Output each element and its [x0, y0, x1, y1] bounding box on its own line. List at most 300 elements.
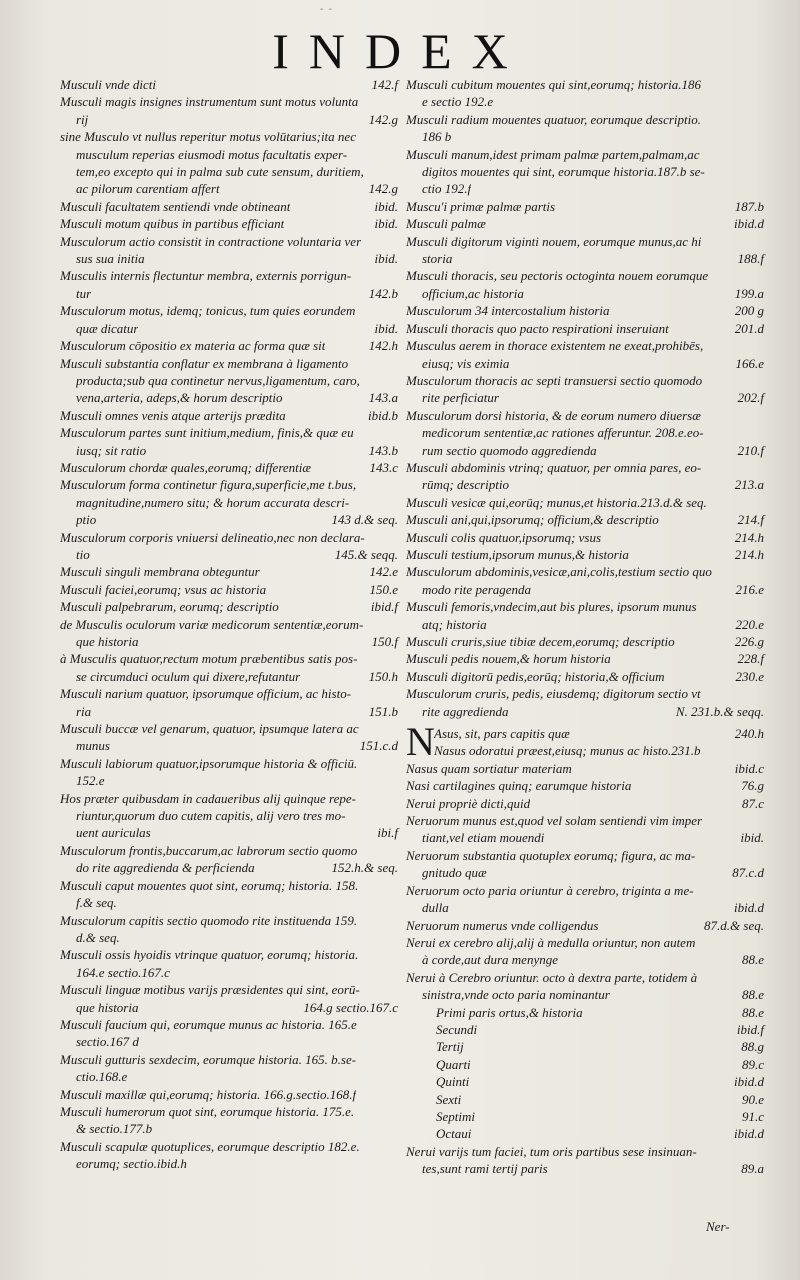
index-line [60, 407, 398, 424]
entry-text: storia [422, 251, 453, 267]
index-entry [406, 546, 764, 563]
index-line [60, 946, 398, 963]
entry-text: se circumduci oculum qui dixere,refutantur [76, 668, 301, 684]
index-line [60, 1033, 398, 1050]
entry-text: Musculorum actio consistit in contractione voluntaria ver [60, 233, 362, 249]
index-entry [406, 111, 764, 146]
entry-text: Musculi maxillæ qui,eorumq; historia. 166.g.sectio.168.f [60, 1086, 357, 1102]
index-entry [406, 760, 764, 777]
index-entry [406, 1143, 764, 1178]
entry-text: eorumq; sectio.ibid.h [76, 1156, 187, 1172]
index-entry [60, 981, 398, 1016]
index-line [60, 807, 398, 824]
index-line [60, 1016, 398, 1033]
index-line [60, 790, 398, 807]
index-line [406, 1091, 764, 1108]
page-reference: 213.a [734, 477, 764, 493]
page-reference: ibi.f [377, 825, 398, 841]
page-reference: 143 d.& seq. [331, 512, 398, 528]
page-reference: 87.d.& seq. [704, 917, 764, 933]
index-entry [60, 128, 398, 198]
index-entry [406, 76, 764, 111]
entry-text: Musculis internis flectuntur membra, externis porrigun- [60, 268, 352, 284]
page-reference: ibid.d [734, 900, 764, 916]
entry-text: riuntur,quorum duo cutem capitis, alij vero tres mo- [76, 808, 346, 824]
index-entry [406, 459, 764, 494]
index-line [406, 951, 764, 968]
entry-text: Musculi vnde dicti [60, 77, 157, 92]
index-entry [60, 912, 398, 947]
page-reference: 142.b [368, 285, 398, 301]
index-entry [60, 877, 398, 912]
index-line [60, 198, 398, 215]
entry-text: Nasus odoratui præest,eiusq; munus ac histo.231.b [434, 743, 701, 759]
index-line [406, 215, 764, 232]
index-line [406, 494, 764, 511]
index-line [60, 146, 398, 163]
index-line [406, 302, 764, 319]
index-line [406, 969, 764, 986]
index-line [406, 581, 764, 598]
index-entry [60, 337, 398, 354]
entry-text: ac pilorum carentiam affert [76, 181, 220, 197]
index-line [406, 899, 764, 916]
entry-text: ctio.168.e [76, 1069, 128, 1085]
index-entry [60, 267, 398, 302]
index-entry [406, 267, 764, 302]
index-line [60, 912, 398, 929]
index-line [406, 529, 764, 546]
index-line [60, 1086, 398, 1103]
entry-text: Musculorum cruris, pedis, eiusdemq; digitorum sectio vt [406, 686, 701, 702]
index-entry [406, 1004, 764, 1021]
page-reference: 202.f [737, 390, 764, 406]
entry-text: Musculorum chordæ quales,eorumq; differentiæ [60, 459, 312, 475]
index-line [406, 285, 764, 302]
index-entry [406, 650, 764, 667]
index-line [60, 215, 398, 232]
page-reference: 91.c [741, 1108, 764, 1124]
page-reference: ibid.d [734, 1126, 764, 1142]
index-entry [406, 795, 764, 812]
entry-text: Musculorum forma continetur figura,superficie,me t.bus, [60, 477, 357, 493]
page-reference: 150.e [369, 581, 398, 597]
index-line [406, 1125, 764, 1142]
entry-text: Musculorum motus, idemq; tonicus, tum quies eorundem [60, 303, 356, 319]
index-line [406, 616, 764, 633]
index-line [406, 598, 764, 615]
entry-text: Musculorum cōpositio ex materia ac forma quæ sit [60, 338, 326, 354]
page-reference: 143.b [368, 442, 398, 458]
entry-text: Musculi ossis hyoidis vtrinque quatuor, eorumq; historia. [60, 947, 359, 963]
index-line [406, 1038, 764, 1055]
page-reference: ibid. [374, 216, 398, 232]
entry-text: sine Musculo vt nullus reperitur motus volūtarius;ita nec [60, 129, 356, 145]
index-entry [406, 882, 764, 917]
index-line [406, 777, 764, 794]
index-line [406, 233, 764, 250]
entry-text: à Musculis quatuor,rectum motum præbentibus satis pos- [60, 651, 358, 667]
entry-text: à corde,aut dura menynge [422, 952, 558, 968]
page-reference: 76.g [741, 778, 764, 794]
entry-text: tur [76, 285, 92, 301]
index-line [60, 737, 398, 754]
index-line [406, 986, 764, 1003]
index-entry [60, 1016, 398, 1051]
entry-text: Tertij [436, 1039, 464, 1055]
index-line [406, 546, 764, 563]
index-line [60, 1051, 398, 1068]
entry-text: rite aggredienda [422, 703, 509, 719]
entry-text: eiusq; vis eximia [422, 355, 510, 371]
page-reference: ibid. [374, 251, 398, 267]
index-line [406, 1143, 764, 1160]
entry-text: Musculi radium mouentes quatuor, eorumque descriptio. [406, 111, 702, 127]
page-reference: 90.e [741, 1091, 764, 1107]
page-reference: 214.f [737, 512, 764, 528]
entry-text: digitos mouentes qui sint, eorumque historia.187.b se- [422, 164, 705, 180]
index-entry [60, 598, 398, 615]
index-entry [406, 668, 764, 685]
index-entry [406, 233, 764, 268]
entry-text: que historia [76, 999, 139, 1015]
index-line [406, 864, 764, 881]
entry-text: Musculi digitorū pedis,eorūq; historia,& officium [406, 668, 665, 684]
entry-text: Secundi [436, 1021, 478, 1037]
index-line [60, 1138, 398, 1155]
entry-text: rum sectio quomodo aggredienda [422, 442, 597, 458]
entry-text: ctio 192.f [422, 181, 472, 197]
index-entry [406, 969, 764, 1004]
entry-text: Musculi thoracis quo pacto respirationi inseruiant [406, 320, 669, 336]
index-line [406, 760, 764, 777]
index-entry [406, 337, 764, 372]
entry-text: Musculi buccæ vel genarum, quatuor, ipsumque latera ac [60, 721, 359, 737]
index-line [60, 459, 398, 476]
entry-text: Sexti [436, 1091, 462, 1107]
entry-text: dulla [422, 900, 449, 916]
index-entry [60, 355, 398, 407]
index-line [60, 842, 398, 859]
page-reference: 89.c [741, 1056, 764, 1072]
index-line [60, 302, 398, 319]
index-line [60, 772, 398, 789]
page-reference: ibid.b [368, 407, 398, 423]
page-reference: 142.g [368, 181, 398, 197]
entry-text: Musculi ani,qui,ipsorumq; officium,& descriptio [406, 512, 659, 528]
index-line [406, 1108, 764, 1125]
index-line [406, 1160, 764, 1177]
entry-text: Septimi [436, 1108, 475, 1124]
index-line [406, 267, 764, 284]
index-line [406, 703, 764, 720]
entry-text: Musculi cruris,siue tibiæ decem,eorumq; descriptio [406, 634, 675, 649]
index-line [406, 1021, 764, 1038]
index-entry [406, 320, 764, 337]
index-entry [406, 1125, 764, 1142]
entry-text: f.& seq. [76, 895, 117, 911]
entry-text: Musculorum frontis,buccarum,ac labrorum sectio quomo [60, 842, 358, 858]
page-reference: ibid. [374, 320, 398, 336]
entry-text: sus sua initia [76, 251, 145, 267]
entry-text: officium,ac historia [422, 285, 524, 301]
index-entry [60, 198, 398, 215]
page-reference: 230.e [735, 668, 764, 684]
page-reference: 226.g [734, 634, 764, 649]
entry-text: tem,eo excepto qui in palma sub cute sensum, duritiem, [76, 164, 364, 180]
entry-text: Neruorum octo paria oriuntur à cerebro, triginta a me- [406, 882, 694, 898]
index-line [406, 633, 764, 650]
page-reference: 187.b [734, 198, 764, 214]
entry-text: Musculi faciei,eorumq; vsus ac historia [60, 581, 267, 597]
index-entry [406, 812, 764, 847]
index-line [60, 76, 398, 93]
entry-text: Musculi motum quibus in partibus efficiant [60, 216, 285, 232]
page-reference: 164.g sectio.167.c [303, 999, 398, 1015]
entry-text: Musculi substantia conflatur ex membrana à ligamento [60, 355, 349, 371]
index-entry [60, 1103, 398, 1138]
index-entry [60, 720, 398, 755]
entry-text: quæ dicatur [76, 320, 139, 336]
index-line [60, 685, 398, 702]
page-reference: ibid.c [734, 760, 764, 776]
index-line [60, 511, 398, 528]
index-entry [60, 755, 398, 790]
index-line [60, 267, 398, 284]
index-line [60, 93, 398, 110]
page-reference: 201.d [734, 320, 764, 336]
entry-text: Asus, sit, pars capitis quæ [434, 726, 570, 742]
page-reference: 87.c [741, 795, 764, 811]
page-reference: 150.h [368, 668, 398, 684]
index-line [406, 829, 764, 846]
page-reference: 151.b [368, 703, 398, 719]
index-entry [406, 1021, 764, 1038]
page-reference: 89.a [741, 1161, 764, 1177]
page-reference: 143.c [369, 459, 398, 475]
index-line [406, 76, 764, 93]
entry-text: munus [76, 738, 110, 754]
entry-text: Musculi digitorum viginti nouem, eorumque munus,ac hi [406, 233, 702, 249]
entry-text: atq; historia [422, 616, 487, 632]
entry-text: 152.e [76, 773, 105, 789]
index-line [60, 128, 398, 145]
index-entry [406, 1073, 764, 1090]
entry-text: Musculi singuli membrana obteguntur [60, 564, 260, 580]
page-reference: 142.h [368, 338, 398, 354]
entry-text: Nasus quam sortiatur materiam [406, 760, 572, 776]
page-reference: 145.& seqq. [334, 546, 398, 562]
index-line [406, 163, 764, 180]
entry-text: & sectio.177.b [76, 1121, 153, 1137]
index-line [60, 755, 398, 772]
index-line [406, 146, 764, 163]
entry-text: Musculi narium quatuor, ipsorumque officium, ac histo- [60, 686, 352, 702]
index-entry [406, 934, 764, 969]
page-reference: 142.f [371, 77, 398, 92]
index-line [406, 917, 764, 934]
index-line [60, 650, 398, 667]
entry-text: Quarti [436, 1056, 471, 1072]
entry-text: producta;sub qua continetur nervus,ligamentum, caro, [76, 372, 360, 388]
entry-text: uent auriculas [76, 825, 151, 841]
index-line [406, 389, 764, 406]
index-entry [60, 685, 398, 720]
index-line [60, 546, 398, 563]
index-entry [406, 146, 764, 198]
index-line [60, 894, 398, 911]
index-entry [60, 616, 398, 651]
index-line [60, 981, 398, 998]
index-line [406, 180, 764, 197]
entry-text: Musculi scapulæ quotuplices, eorumque descriptio 182.e. [60, 1138, 360, 1154]
index-line [60, 180, 398, 197]
index-entry [406, 563, 764, 598]
entry-text: tio [76, 546, 90, 562]
index-line [406, 511, 764, 528]
running-mark: - - [320, 4, 333, 15]
entry-text: Hos præter quibusdam in cadaueribus alij quinque repe- [60, 790, 356, 806]
entry-text: Musculi abdominis vtrinq; quatuor, per omnia pares, eo- [406, 459, 702, 475]
entry-text: Neruorum munus est,quod vel solam sentiendi vim imper [406, 813, 703, 829]
entry-text: Musculi faucium qui, eorumque munus ac historia. 165.e [60, 1016, 357, 1032]
index-line [60, 668, 398, 685]
entry-text: Primi paris ortus,& historia [436, 1004, 583, 1020]
entry-text: sinistra,vnde octo paria nominantur [422, 987, 610, 1003]
index-line [406, 882, 764, 899]
index-entry [60, 563, 398, 580]
entry-text: ria [76, 703, 92, 719]
index-line [60, 999, 398, 1016]
entry-text: Musculi thoracis, seu pectoris octoginta nouem eorumque [406, 268, 709, 284]
index-entry [406, 494, 764, 511]
entry-text: Musculi omnes venis atque arterijs prædita [60, 407, 286, 423]
entry-text: Musculi humerorum quot sint, eorumque historia. 175.e. [60, 1103, 355, 1119]
page-reference: 88.g [741, 1039, 764, 1055]
index-entry [60, 650, 398, 685]
index-entry [406, 1091, 764, 1108]
entry-text: Musculi facultatem sentiendi vnde obtineant [60, 198, 291, 214]
index-line [60, 616, 398, 633]
page-reference: 220.e [735, 616, 764, 632]
page-reference: 143.a [368, 390, 398, 406]
entry-text: magnitudine,numero situ; & horum accurata descri- [76, 494, 350, 510]
entry-text: Musculorum partes sunt initium,medium, finis,& quæ eu [60, 425, 354, 441]
index-entry [60, 581, 398, 598]
index-line [406, 795, 764, 812]
index-entry [406, 917, 764, 934]
entry-text: Musculorum capitis sectio quomodo rite instituenda 159. [60, 912, 358, 928]
index-line [60, 1155, 398, 1172]
index-entry [60, 1086, 398, 1103]
entry-text: Musculi palpebrarum, eorumq; descriptio [60, 599, 279, 615]
index-entry [406, 719, 764, 765]
entry-text: sectio.167 d [76, 1034, 139, 1050]
entry-text: 164.e sectio.167.c [76, 964, 170, 980]
index-line [406, 198, 764, 215]
entry-text: gnitudo quæ [422, 865, 487, 881]
index-line [406, 337, 764, 354]
index-entry [60, 790, 398, 842]
index-line [406, 812, 764, 829]
entry-text: Musculorum 34 intercostalium historia [406, 303, 610, 319]
entry-text: iusq; sit ratio [76, 442, 147, 458]
entry-text: Musculi palmæ [406, 216, 486, 232]
page-reference: 152.h.& seq. [331, 860, 398, 876]
entry-text: tiant,vel etiam mouendi [422, 830, 545, 846]
page-reference: 228.f [737, 651, 764, 667]
index-entry [406, 511, 764, 528]
entry-text: rūmq; descriptio [422, 477, 510, 493]
index-entry [406, 1108, 764, 1125]
entry-text: Musculorum abdominis,vesicæ,ani,colis,testium sectio quo [406, 564, 712, 580]
page-reference: ibid.d [734, 216, 764, 232]
entry-text: Nerui à Cerebro oriuntur. octo à dextra parte, totidem à [406, 969, 698, 985]
entry-text: Musculi pedis nouem,& horum historia [406, 651, 611, 667]
index-entry [406, 215, 764, 232]
entry-text: ptio [76, 512, 97, 528]
page-reference: ibid.f [370, 599, 398, 615]
entry-text: Nerui ex cerebro alij,alij à medulla oriuntur, non autem [406, 934, 696, 950]
entry-text: Musculi vesicæ qui,eorūq; munus,et historia.213.d.& seq. [406, 494, 707, 510]
entry-text: Muscu'i primæ palmæ partis [406, 198, 556, 214]
index-entry [406, 1038, 764, 1055]
entry-text: modo rite peragenda [422, 581, 532, 597]
page-reference: 188.f [737, 251, 764, 267]
index-line [406, 320, 764, 337]
catchword: Ner- [706, 1219, 730, 1234]
index-entry [60, 946, 398, 981]
index-line [406, 424, 764, 441]
page-reference: 150.f [371, 634, 398, 649]
entry-text: tes,sunt rami tertij paris [422, 1161, 548, 1177]
entry-text: vena,arteria, adeps,& horum descriptio [76, 390, 283, 406]
index-entry [60, 93, 398, 128]
index-line [406, 934, 764, 951]
index-line [60, 337, 398, 354]
entry-text: Musculorum thoracis ac septi transuersi sectio quomodo [406, 372, 703, 388]
drop-cap-letter: N [406, 719, 435, 765]
index-entry [406, 198, 764, 215]
entry-text: medicorum sententiæ,ac rationes afferuntur. 208.e.eo- [422, 425, 704, 441]
index-entry [60, 76, 398, 93]
page-reference: N. 231.b.& seqq. [675, 703, 764, 719]
index-line [60, 442, 398, 459]
entry-text: Musculi labiorum quatuor,ipsorumque historia & officiū. [60, 755, 358, 771]
index-line [406, 128, 764, 145]
entry-text: Nerui varijs tum faciei, tum oris partibus sese insinuan- [406, 1143, 697, 1159]
index-line [60, 581, 398, 598]
index-line [406, 355, 764, 372]
index-entry [406, 407, 764, 459]
index-line [60, 494, 398, 511]
index-line [60, 320, 398, 337]
index-line [406, 1073, 764, 1090]
page-reference: 214.h [734, 546, 764, 562]
index-entry [60, 215, 398, 232]
index-line [60, 703, 398, 720]
page-reference: 151.c.d [359, 738, 398, 754]
index-line [60, 389, 398, 406]
index-entry [406, 685, 764, 720]
index-entry [60, 424, 398, 459]
page-reference: ibid.d [734, 1074, 764, 1090]
index-line [60, 250, 398, 267]
entry-text: Musculi manum,idest primam palmæ partem,palmam,ac [406, 146, 700, 162]
index-line [60, 163, 398, 180]
index-line [406, 563, 764, 580]
page-reference: 142.g [368, 111, 398, 127]
